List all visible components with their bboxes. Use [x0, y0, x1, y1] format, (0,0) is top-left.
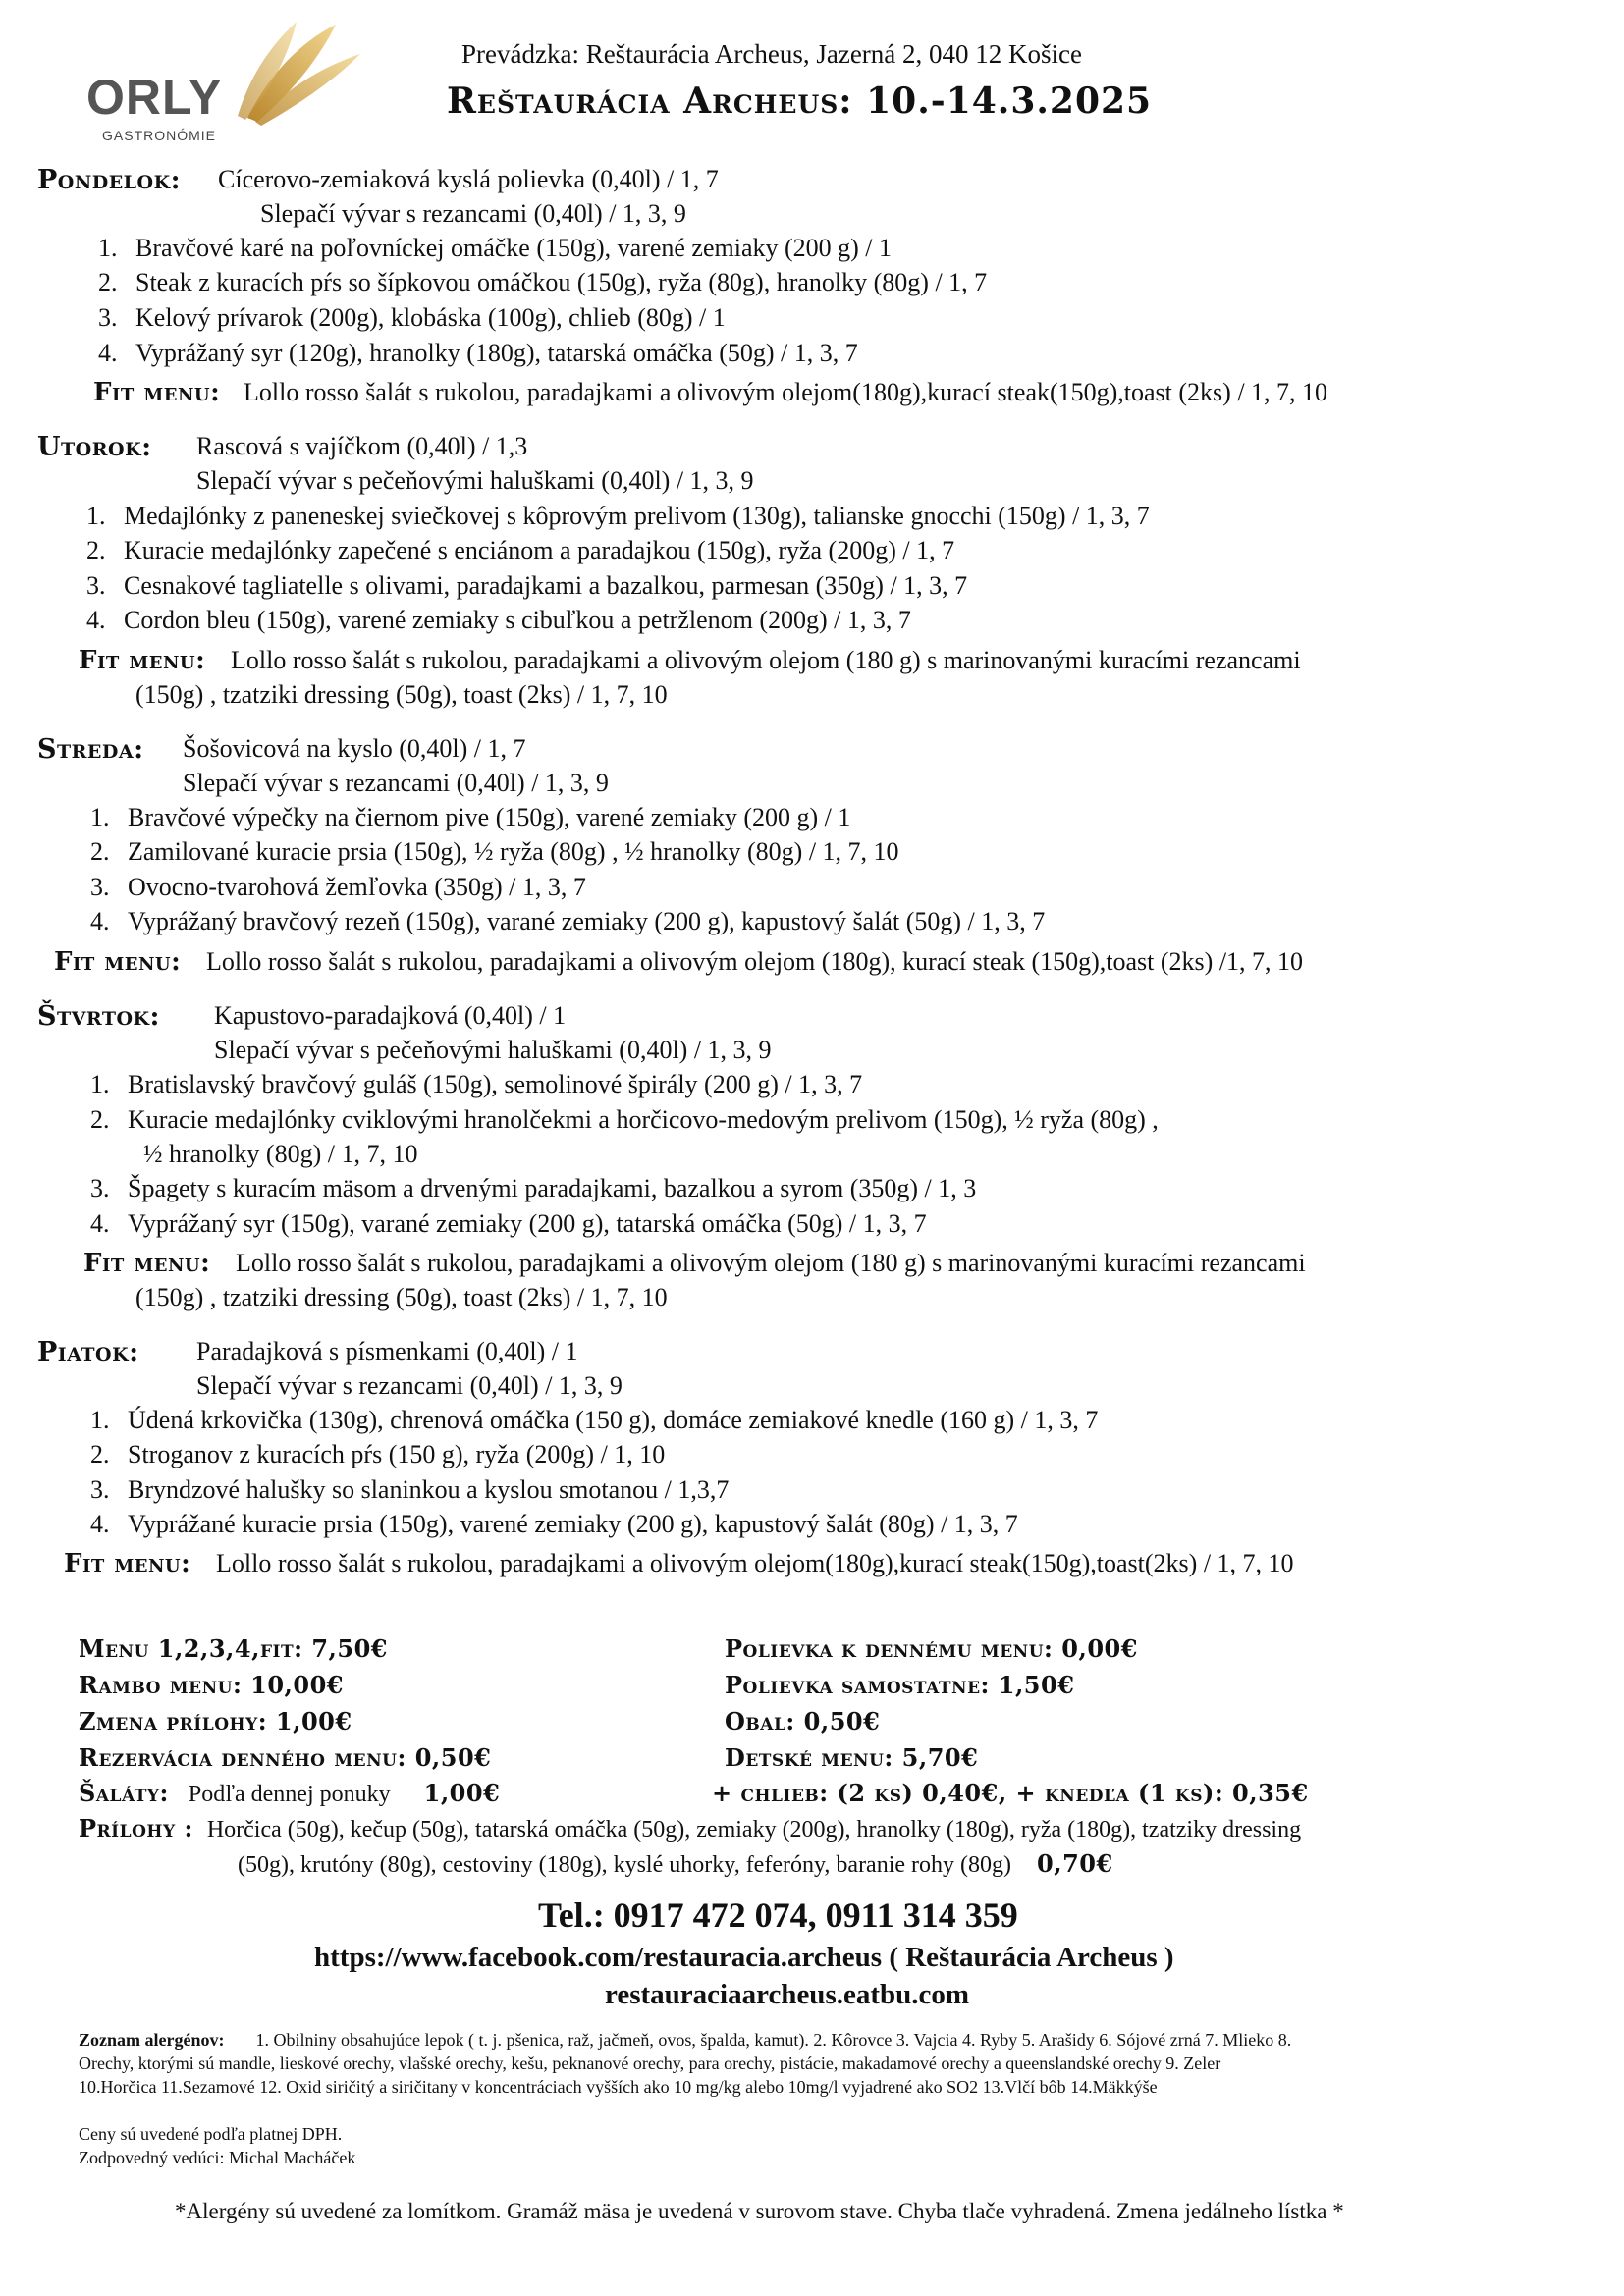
vat-note: Ceny sú uvedené podľa platnej DPH. — [79, 2124, 343, 2144]
menu-item: 2. Kuracie medajlónky cviklovými hranolčekmi a horčicovo-medovým prelivom (150g), ½ ryža (80g) , — [90, 1105, 1159, 1134]
soup-2: Slepačí vývar s rezancami (0,40l) / 1, 3, 9 — [183, 769, 609, 797]
menu-item: 1. Bratislavský bravčový guláš (150g), semolinové špirály (200 g) / 1, 3, 7 — [90, 1070, 863, 1098]
soup-2: Slepačí vývar s pečeňovými haluškami (0,40l) / 1, 3, 9 — [196, 466, 754, 495]
price-polievka-k-menu: Polievka k dennému menu: 0,00€ — [725, 1634, 1138, 1663]
fit-menu-label: Fit menu: — [64, 1549, 191, 1578]
soup-2: Slepačí vývar s rezancami (0,40l) / 1, 3, 9 — [260, 199, 686, 228]
logo-subtitle: GASTRONÓMIE — [102, 128, 217, 143]
facebook-link[interactable]: https://www.facebook.com/restauracia.archeus ( Reštaurácia Archeus ) — [314, 1942, 1174, 1973]
soup-1: Kapustovo-paradajková (0,40l) / 1 — [214, 1001, 567, 1030]
prilohy-price: 0,70€ — [1037, 1849, 1113, 1878]
allergen-label: Zoznam alergénov: — [79, 2030, 225, 2050]
salaty-text: Podľa dennej ponuky — [188, 1782, 391, 1807]
menu-item: 1. Bravčové karé na poľovníckej omáčke (150g), varené zemiaky (200 g) / 1 — [98, 234, 893, 262]
prilohy-row-2 — [238, 1849, 1113, 1879]
fit-menu-label: Fit menu: — [83, 1249, 211, 1278]
menu-item: 4. Vyprážaný syr (120g), hranolky (180g), tatarská omáčka (50g) / 1, 3, 7 — [98, 339, 858, 367]
menu-item: 2. Steak z kuracích pŕs so šípkovou omáčkou (150g), ryža (80g), hranolky (80g) / 1, 7 — [98, 268, 988, 296]
menu-item: 3. Bryndzové halušky so slaninkou a kyslou smotanou / 1,3,7 — [90, 1475, 730, 1504]
soup-1: Paradajková s písmenkami (0,40l) / 1 — [196, 1337, 578, 1365]
price-detske-menu: Detské menu: 5,70€ — [725, 1743, 979, 1772]
day-label-utorok: Utorok: — [37, 432, 152, 462]
price-salaty — [79, 1779, 500, 1808]
menu-item: 2. Stroganov z kuracích pŕs (150 g), ryža (200g) / 1, 10 — [90, 1440, 666, 1468]
fit-menu-text-cont: (150g) , tzatziki dressing (50g), toast (2ks) / 1, 7, 10 — [135, 680, 668, 709]
logo-wordmark: ORLY — [86, 70, 223, 125]
menu-item: 4. Vyprážané kuracie prsia (150g), varené zemiaky (200 g), kapustový šalát (80g) / 1, 3, 7 — [90, 1510, 1018, 1538]
soup-1: Cícerovo-zemiaková kyslá polievka (0,40l) / 1, 7 — [218, 165, 719, 193]
day-label-stvrtok: Štvrtok: — [37, 1001, 161, 1032]
menu-item: 4. Cordon bleu (150g), varené zemiaky s cibuľkou a petržlenom (200g) / 1, 3, 7 — [86, 606, 911, 634]
soup-1: Rascová s vajíčkom (0,40l) / 1,3 — [196, 432, 528, 460]
prilohy-text-cont: (50g), krutóny (80g), cestoviny (180g), kyslé uhorky, feferóny, baranie rohy (80g) — [238, 1852, 1012, 1878]
fit-menu-label: Fit menu: — [54, 947, 182, 977]
price-obal: Obal: 0,50€ — [725, 1707, 881, 1735]
allergen-list-line3: 10.Horčica 11.Sezamové 12. Oxid siričitý a siričitany v koncentráciach vyšších ako 10 mg/kg alebo 10mg/l vyjadrené ako SO2 13.Vlčí bôb 14.Mäkkýše — [79, 2077, 1158, 2097]
day-label-streda: Streda: — [37, 734, 144, 765]
price-rambo: Rambo menu: 10,00€ — [79, 1671, 345, 1699]
fit-menu-text-cont: (150g) , tzatziki dressing (50g), toast (2ks) / 1, 7, 10 — [135, 1283, 668, 1311]
menu-item: 3. Kelový prívarok (200g), klobáska (100g), chlieb (80g) / 1 — [98, 303, 726, 332]
prilohy-text: Horčica (50g), kečup (50g), tatarská omáčka (50g), zemiaky (200g), hranolky (180g), ryža (180g), tzatziky dressing — [206, 1817, 1302, 1842]
menu-item: 2. Zamilované kuracie prsia (150g), ½ ryža (80g) , ½ hranolky (80g) / 1, 7, 10 — [90, 837, 899, 866]
website-link[interactable]: restauraciaarcheus.eatbu.com — [605, 1979, 970, 2010]
menu-item: 3. Cesnakové tagliatelle s olivami, paradajkami a bazalkou, parmesan (350g) / 1, 3, 7 — [86, 571, 968, 600]
menu-title: Reštaurácia Archeus: 10.-14.3.2025 — [447, 80, 1153, 122]
fit-menu-text: Lollo rosso šalát s rukolou, paradajkami a olivovým olejom (180 g) s marinovanými kuracími rezancami — [231, 646, 1301, 674]
fit-menu-text: Lollo rosso šalát s rukolou, paradajkami a olivovým olejom (180g), kurací steak (150g),toast (2ks) /1, 7, 10 — [206, 947, 1304, 976]
feather-icon — [228, 20, 365, 128]
fit-menu-label: Fit menu: — [79, 646, 206, 675]
menu-item: 3. Ovocno-tvarohová žemľovka (350g) / 1, 3, 7 — [90, 873, 586, 901]
allergen-list-line2: Orechy, ktorými sú mandle, lieskové orechy, vlašské orechy, kešu, peknanové orechy, para orechy, pistácie, makadamové orechy a queenslandské orechy 9. Zeler — [79, 2054, 1221, 2073]
fit-menu-label: Fit menu: — [93, 378, 221, 407]
orly-logo — [81, 20, 287, 143]
menu-item-cont: ½ hranolky (80g) / 1, 7, 10 — [143, 1140, 418, 1168]
fit-menu-text: Lollo rosso šalát s rukolou, paradajkami a olivovým olejom(180g),kurací steak(150g),toast(2ks) / 1, 7, 10 — [216, 1549, 1294, 1577]
menu-item: 2. Kuracie medajlónky zapečené s enciánom a paradajkou (150g), ryža (200g) / 1, 7 — [86, 536, 955, 564]
menu-item: 4. Vyprážaný bravčový rezeň (150g), varané zemiaky (200 g), kapustový šalát (50g) / 1, 3, 7 — [90, 907, 1046, 935]
price-rezervacia: Rezervácia denného menu: 0,50€ — [79, 1743, 492, 1772]
price-polievka-samostatne: Polievka samostatne: 1,50€ — [725, 1671, 1075, 1699]
prilohy-label: Prílohy : — [79, 1814, 193, 1842]
day-label-pondelok: Pondelok: — [37, 165, 182, 195]
menu-item: 3. Špagety s kuracím mäsom a drvenými paradajkami, bazalkou a syrom (350g) / 1, 3 — [90, 1174, 977, 1202]
menu-item: 1. Medajlónky z paneneskej sviečkovej s kôprovým prelivom (130g), talianske gnocchi (150g) / 1, 3, 7 — [86, 502, 1150, 530]
price-menu: Menu 1,2,3,4,fit: 7,50€ — [79, 1634, 389, 1663]
fit-menu-text: Lollo rosso šalát s rukolou, paradajkami a olivovým olejom(180g),kurací steak(150g),toast (2ks) / 1, 7, 10 — [244, 378, 1328, 406]
address-line: Prevádzka: Reštaurácia Archeus, Jazerná 2, 040 12 Košice — [461, 39, 1083, 69]
price-zmena-prilohy: Zmena prílohy: 1,00€ — [79, 1707, 352, 1735]
allergen-list-line1: Zoznam alergénov: 1. Obilniny obsahujúce lepok ( t. j. pšenica, raž, jačmeň, ovos, špalda, kamut). 2. Kôrovce 3. Vajcia 4. Ryby 5. Arašidy 6. Sójové zrná 7. Mlieko 8. — [79, 2030, 1292, 2050]
fit-menu-text: Lollo rosso šalát s rukolou, paradajkami a olivovým olejom (180 g) s marinovanými kuracími rezancami — [236, 1249, 1306, 1277]
menu-item: 1. Údená krkovička (130g), chrenová omáčka (150 g), domáce zemiakové knedle (160 g) / 1, 3, 7 — [90, 1406, 1099, 1434]
day-label-piatok: Piatok: — [37, 1337, 139, 1367]
phone-numbers: Tel.: 0917 472 074, 0911 314 359 — [538, 1896, 1018, 1935]
manager-note: Zodpovedný vedúci: Michal Macháček — [79, 2148, 356, 2167]
disclaimer-note: *Alergény sú uvedené za lomítkom. Gramáž mäsa je uvedená v surovom stave. Chyba tlače vyhradená. Zmena jedálneho lístka * — [175, 2199, 1344, 2223]
salaty-price: 1,00€ — [423, 1779, 501, 1807]
salaty-label: Šaláty: — [79, 1779, 169, 1807]
soup-2: Slepačí vývar s rezancami (0,40l) / 1, 3, 9 — [196, 1371, 623, 1400]
menu-item: 4. Vyprážaný syr (150g), varané zemiaky (200 g), tatarská omáčka (50g) / 1, 3, 7 — [90, 1209, 927, 1238]
soup-2: Slepačí vývar s pečeňovými haluškami (0,40l) / 1, 3, 9 — [214, 1036, 772, 1064]
price-chlieb-knedla: + chlieb: (2 ks) 0,40€, + knedľa (1 ks): 0,35€ — [712, 1779, 1309, 1807]
prilohy-row — [79, 1814, 1301, 1843]
soup-1: Šošovicová na kyslo (0,40l) / 1, 7 — [183, 734, 526, 763]
menu-item: 1. Bravčové výpečky na čiernom pive (150g), varené zemiaky (200 g) / 1 — [90, 803, 851, 831]
